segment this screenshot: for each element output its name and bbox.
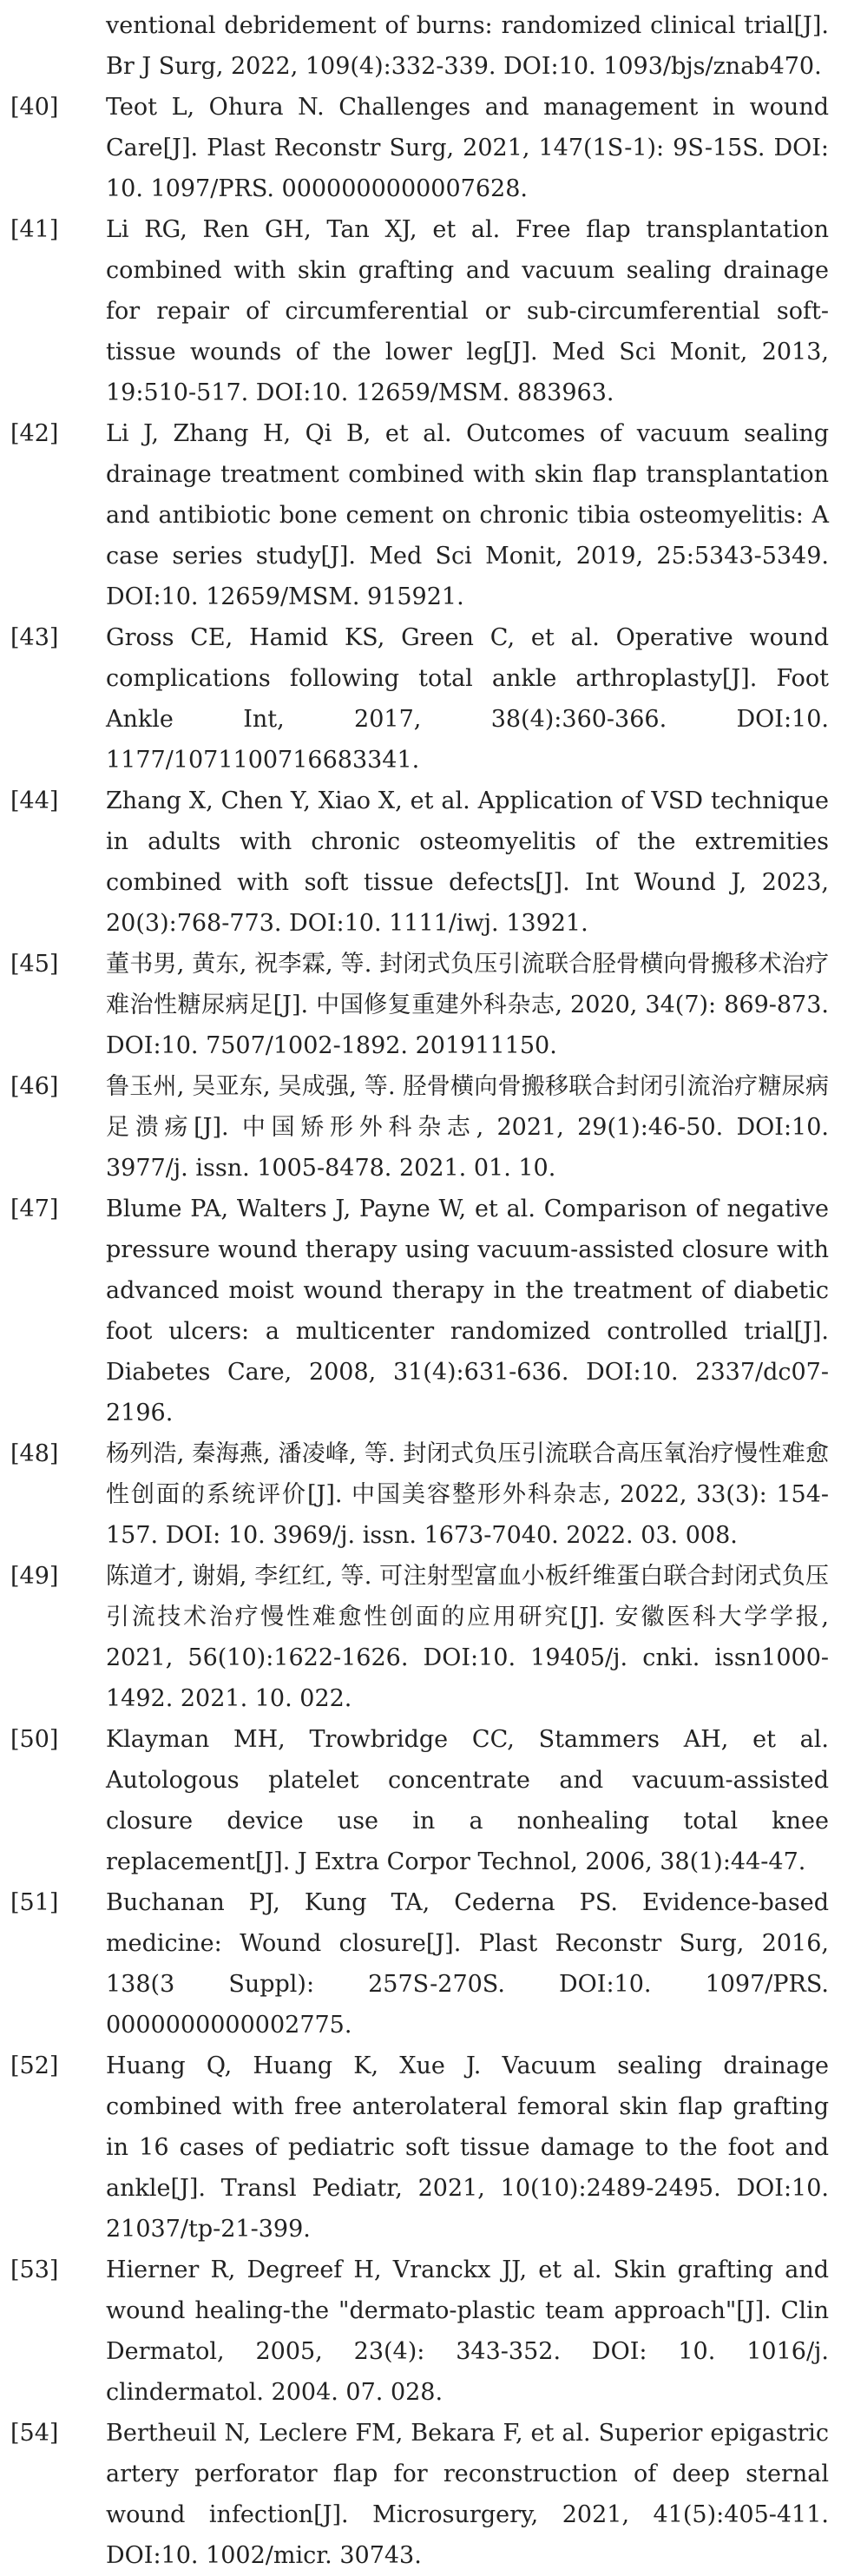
reference-entry-40 [10,87,829,209]
reference-text: Zhang X, Chen Y, Xiao X, et al. Application of VSD technique in adults with chronic osteomyelitis of the extremities combined with soft tissue defects[J]. Int Wound J, 2023, 20(3):768-773. DOI:10. 1111/iwj. 13921. [106,787,829,937]
reference-number: [51] [10,1889,59,1916]
reference-entry-52 [10,2046,829,2250]
reference-number: [49] [10,1563,59,1590]
reference-text: Teot L, Ohura N. Challenges and management in wound Care[J]. Plast Reconstr Surg, 2021, 147(1S-1): 9S-15S. DOI: 10. 1097/PRS. 0000000000007628. [106,94,829,202]
reference-entry-54 [10,2413,829,2576]
reference-text: Li RG, Ren GH, Tan XJ, et al. Free flap transplantation combined with skin grafting and vacuum sealing drainage for repair of circumferential or sub-circumferential soft-tissue wounds of the lower leg[J]. Med Sci Monit, 2013, 19:510-517. DOI:10. 12659/MSM. 883963. [106,216,829,406]
reference-number: [54] [10,2420,59,2447]
reference-text: 陈道才, 谢娟, 李红红, 等. 可注射型富血小板纤维蛋白联合封闭式负压引流技术治疗慢性难愈性创面的应用研究[J]. 安徽医科大学学报, 2021, 56(10):1622-1626. DOI:10. 19405/j. cnki. issn1000-1492. 2021. 10. 022. [106,1563,829,1712]
reference-number: [52] [10,2052,59,2079]
reference-number: [47] [10,1196,59,1222]
reference-number: [53] [10,2256,59,2283]
reference-number: [44] [10,787,59,814]
reference-entry-45 [10,944,829,1066]
reference-entry-continuation [10,0,829,87]
reference-entry-50 [10,1719,829,1882]
reference-number: [45] [10,951,59,978]
reference-number: [41] [10,216,59,243]
reference-text: Bertheuil N, Leclere FM, Bekara F, et al. Superior epigastric artery perforator flap for reconstruction of deep sternal wound infection[J]. Microsurgery, 2021, 41(5):405-411. DOI:10. 1002/micr. 30743. [106,2420,829,2569]
reference-list [10,0,829,2576]
reference-entry-49 [10,1556,829,1719]
reference-text: Huang Q, Huang K, Xue J. Vacuum sealing drainage combined with free anterolateral femoral skin flap grafting in 16 cases of pediatric soft tissue damage to the foot and ankle[J]. Transl Pediatr, 2021, 10(10):2489-2495. DOI:10. 21037/tp-21-399. [106,2052,829,2243]
reference-text: 杨列浩, 秦海燕, 潘凌峰, 等. 封闭式负压引流联合高压氧治疗慢性难愈性创面的系统评价[J]. 中国美容整形外科杂志, 2022, 33(3): 154-157. DOI: 10. 3969/j. issn. 1673-7040. 2022. 03. 008. [106,1440,829,1549]
reference-number: [50] [10,1726,59,1753]
reference-text: Buchanan PJ, Kung TA, Cederna PS. Evidence-based medicine: Wound closure[J]. Plast Reconstr Surg, 2016, 138(3 Suppl): 257S-270S. DOI:10. 1097/PRS. 0000000000002775. [106,1889,829,2039]
reference-entry-43 [10,617,829,781]
reference-entry-46 [10,1066,829,1189]
reference-entry-53 [10,2250,829,2413]
reference-entry-47 [10,1189,829,1433]
reference-text: Gross CE, Hamid KS, Green C, et al. Operative wound complications following total ankle arthroplasty[J]. Foot Ankle Int, 2017, 38(4):360-366. DOI:10. 1177/1071100716683341. [106,624,829,774]
reference-text: 董书男, 黄东, 祝李霖, 等. 封闭式负压引流联合胫骨横向骨搬移术治疗难治性糖尿病足[J]. 中国修复重建外科杂志, 2020, 34(7): 869-873. DOI:10. 7507/1002-1892. 201911150. [106,951,829,1059]
reference-text: ventional debridement of burns: randomized clinical trial[J]. Br J Surg, 2022, 109(4):332-339. DOI:10. 1093/bjs/znab470. [106,12,829,80]
reference-entry-44 [10,781,829,944]
reference-text: 鲁玉州, 吴亚东, 吴成强, 等. 胫骨横向骨搬移联合封闭引流治疗糖尿病足溃疡[J]. 中国矫形外科杂志, 2021, 29(1):46-50. DOI:10. 3977/j. issn. 1005-8478. 2021. 01. 10. [106,1073,829,1182]
reference-text: Li J, Zhang H, Qi B, et al. Outcomes of vacuum sealing drainage treatment combined with skin flap transplantation and antibiotic bone cement on chronic tibia osteomyelitis: A case series study[J]. Med Sci Monit, 2019, 25:5343-5349. DOI:10. 12659/MSM. 915921. [106,420,829,610]
reference-entry-48 [10,1433,829,1556]
reference-number: [48] [10,1440,59,1467]
reference-text: Blume PA, Walters J, Payne W, et al. Comparison of negative pressure wound therapy using vacuum-assisted closure with advanced moist wound therapy in the treatment of diabetic foot ulcers: a multicenter randomized controlled trial[J]. Diabetes Care, 2008, 31(4):631-636. DOI:10. 2337/dc07-2196. [106,1196,829,1426]
reference-text: Klayman MH, Trowbridge CC, Stammers AH, et al. Autologous platelet concentrate and vacuum-assisted closure device use in a nonhealing total knee replacement[J]. J Extra Corpor Technol, 2006, 38(1):44-47. [106,1726,829,1875]
reference-number: [42] [10,420,59,447]
reference-entry-41 [10,209,829,413]
reference-number: [46] [10,1073,59,1100]
reference-number: [40] [10,94,59,121]
reference-text: Hierner R, Degreef H, Vranckx JJ, et al. Skin grafting and wound healing-the "dermato-plastic team approach"[J]. Clin Dermatol, 2005, 23(4): 343-352. DOI: 10. 1016/j. clindermatol. 2004. 07. 028. [106,2256,829,2406]
reference-entry-51 [10,1882,829,2046]
reference-number: [43] [10,624,59,651]
reference-entry-42 [10,413,829,617]
